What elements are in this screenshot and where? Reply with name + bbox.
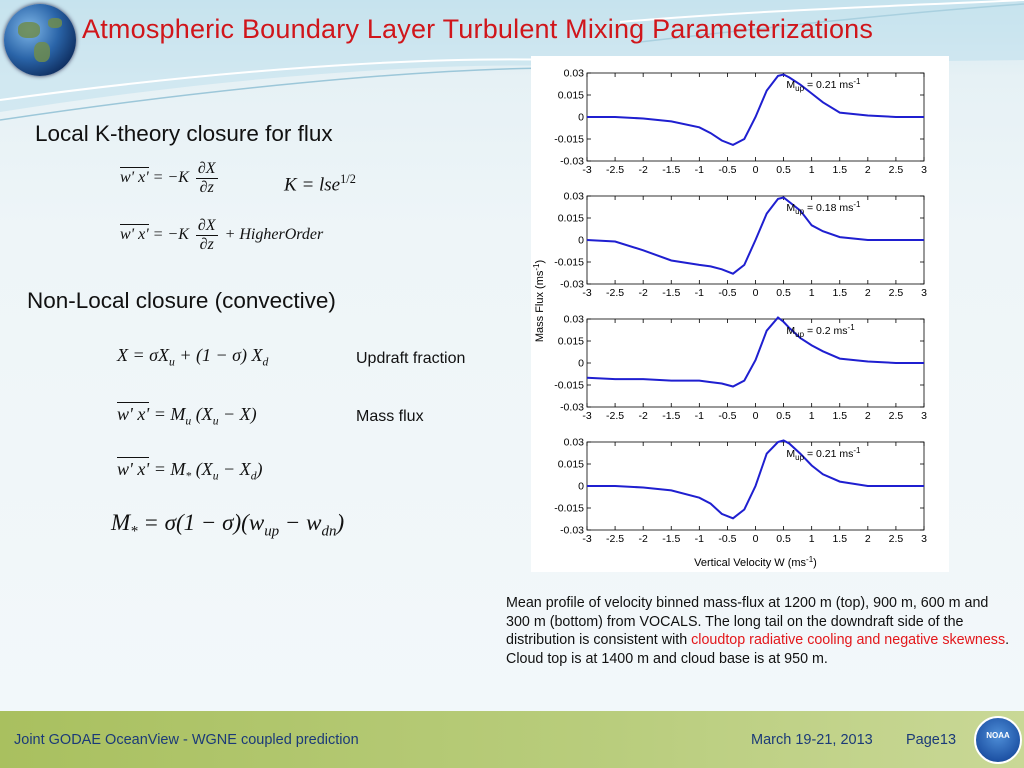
x-tick-label: -2.5	[606, 410, 625, 422]
y-tick-label: -0.03	[560, 155, 584, 168]
x-tick-label: 0.5	[776, 164, 791, 176]
x-tick-label: 1	[808, 410, 815, 422]
x-tick-label: -2	[638, 533, 648, 545]
x-tick-label: 2	[864, 164, 871, 176]
x-tick-label: -2	[638, 410, 648, 422]
footer-page: Page13	[906, 732, 957, 748]
x-tick-label: -1.5	[662, 410, 681, 422]
mass-flux-figure	[531, 56, 949, 572]
y-tick-label: 0	[578, 111, 584, 124]
x-tick-label: -1.5	[662, 533, 681, 545]
x-tick-label: -1.5	[662, 164, 681, 176]
equation-local-flux: w' x' = −K $\frac{\partial X}{\partial z}$	[120, 160, 216, 196]
x-tick-label: 2.5	[888, 533, 904, 545]
nonlocal-closure-heading: Non-Local closure (convective)	[27, 288, 336, 313]
y-tick-label: -0.03	[560, 401, 584, 414]
earth-globe-icon	[4, 4, 76, 76]
x-tick-label: 0	[752, 410, 759, 422]
y-tick-label: 0.03	[563, 190, 584, 203]
x-tick-label: 2	[864, 287, 871, 299]
x-tick-label: -1	[694, 533, 705, 545]
y-tick-label: -0.03	[560, 278, 584, 291]
y-tick-label: -0.015	[554, 133, 584, 146]
panel-legend: $M_{up} = 0.21$ $ms^{-1}$	[786, 446, 861, 462]
x-tick-label: -2.5	[606, 287, 625, 299]
x-tick-label: 0.5	[776, 410, 791, 422]
mass-flux-label: Mass flux	[356, 408, 424, 425]
x-tick-label: 2.5	[888, 287, 904, 299]
x-tick-label: 2	[864, 410, 871, 422]
y-tick-label: -0.015	[554, 502, 584, 515]
y-tick-label: 0.03	[563, 436, 584, 449]
x-tick-label: -3	[582, 410, 592, 422]
equation-mass-flux: w' $x' = M_u$ $(X_u - X)$	[117, 404, 257, 428]
panel-frame	[587, 319, 924, 407]
panel-legend: $M_{up} = 0.21$ $ms^{-1}$	[786, 77, 861, 93]
y-tick-label: 0.015	[557, 458, 584, 471]
x-tick-label: -3	[582, 533, 592, 545]
x-tick-label: 0	[752, 287, 759, 299]
x-tick-label: 3	[921, 410, 927, 422]
x-tick-label: -2	[638, 164, 648, 176]
x-tick-label: 0	[752, 164, 759, 176]
slide-title: Atmospheric Boundary Layer Turbulent Mixing Parameterizations	[82, 14, 874, 44]
x-tick-label: 2	[864, 533, 871, 545]
equation-mass-flux-star: w' $x' = M_*$ $(X_u - X_d)$	[117, 459, 263, 483]
footer-event: Joint GODAE OceanView - WGNE coupled prediction	[14, 732, 359, 748]
x-tick-label: 0.5	[776, 287, 791, 299]
y-tick-label: 0	[578, 480, 584, 493]
x-tick-label: -3	[582, 287, 592, 299]
x-tick-label: 1.5	[832, 410, 848, 422]
x-tick-label: 3	[921, 533, 927, 545]
y-tick-label: -0.03	[560, 524, 584, 537]
equation-updraft-fraction: $X = \sigma X_u + (1 - \sigma)$ $X_d$	[117, 345, 269, 369]
figure-caption: Mean profile of velocity binned mass-flux at 1200 m (top), 900 m, 600 m and 300 m (bottom) from VOCALS. The long tail on the downdraft side of the distribution is consistent with cloudtop radiative cooling and negative skewness. Cloud top is at 1400 m and cloud base is at 950 m.	[506, 595, 1010, 667]
y-tick-label: 0.015	[557, 212, 584, 225]
x-tick-label: 1.5	[832, 533, 848, 545]
y-tick-label: 0	[578, 357, 584, 370]
x-tick-label: 3	[921, 164, 927, 176]
mass-flux-chart	[531, 56, 949, 572]
y-tick-label: 0.015	[557, 335, 584, 348]
x-tick-label: -3	[582, 164, 592, 176]
y-tick-label: 0.015	[557, 89, 584, 102]
x-tick-label: -0.5	[718, 164, 737, 176]
local-closure-heading: Local K-theory closure for flux	[35, 121, 333, 146]
equation-higher-order: w' x' = −K $\frac{\partial X}{\partial z}$ + HigherOrder	[120, 217, 324, 253]
x-tick-label: 2.5	[888, 410, 904, 422]
x-tick-label: -0.5	[718, 533, 737, 545]
caption-highlight: cloudtop radiative cooling and negative skewness	[691, 632, 1006, 649]
x-tick-label: 3	[921, 287, 927, 299]
y-tick-label: -0.015	[554, 379, 584, 392]
x-tick-label: -1.5	[662, 287, 681, 299]
x-tick-label: 1	[808, 164, 815, 176]
updraft-fraction-label: Updraft fraction	[356, 350, 466, 367]
panel-legend: $M_{up} = 0.18$ $ms^{-1}$	[786, 200, 861, 216]
y-axis-label: Mass Flux $(ms^{-1})$	[532, 259, 546, 343]
x-tick-label: 1.5	[832, 164, 848, 176]
x-tick-label: -0.5	[718, 410, 737, 422]
footer-date: March 19-21, 2013	[751, 732, 873, 748]
x-tick-label: -1	[694, 164, 705, 176]
x-tick-label: 0.5	[776, 533, 791, 545]
x-tick-label: -2	[638, 287, 648, 299]
y-tick-label: 0.03	[563, 313, 584, 326]
x-tick-label: -2.5	[606, 533, 625, 545]
x-tick-label: 1	[808, 533, 815, 545]
x-tick-label: 0	[752, 533, 759, 545]
x-tick-label: -2.5	[606, 164, 625, 176]
x-tick-label: -1	[694, 410, 705, 422]
panel-legend: $M_{up} = 0.2$ $ms^{-1}$	[786, 323, 855, 339]
x-tick-label: 1.5	[832, 287, 848, 299]
equation-m-star: $M_* = \sigma(1 - \sigma)(w_{up} - w_{dn})$	[111, 510, 345, 540]
y-tick-label: 0	[578, 234, 584, 247]
x-tick-label: 1	[808, 287, 815, 299]
equation-k-definition: K = lse$^{1/2}$	[284, 172, 356, 196]
noaa-logo-icon: NOAA	[974, 716, 1022, 764]
x-tick-label: 2.5	[888, 164, 904, 176]
x-axis-label: Vertical Velocity W $(ms^{-1})$	[694, 555, 817, 569]
x-tick-label: -0.5	[718, 287, 737, 299]
y-tick-label: -0.015	[554, 256, 584, 269]
y-tick-label: 0.03	[563, 67, 584, 80]
x-tick-label: -1	[694, 287, 705, 299]
